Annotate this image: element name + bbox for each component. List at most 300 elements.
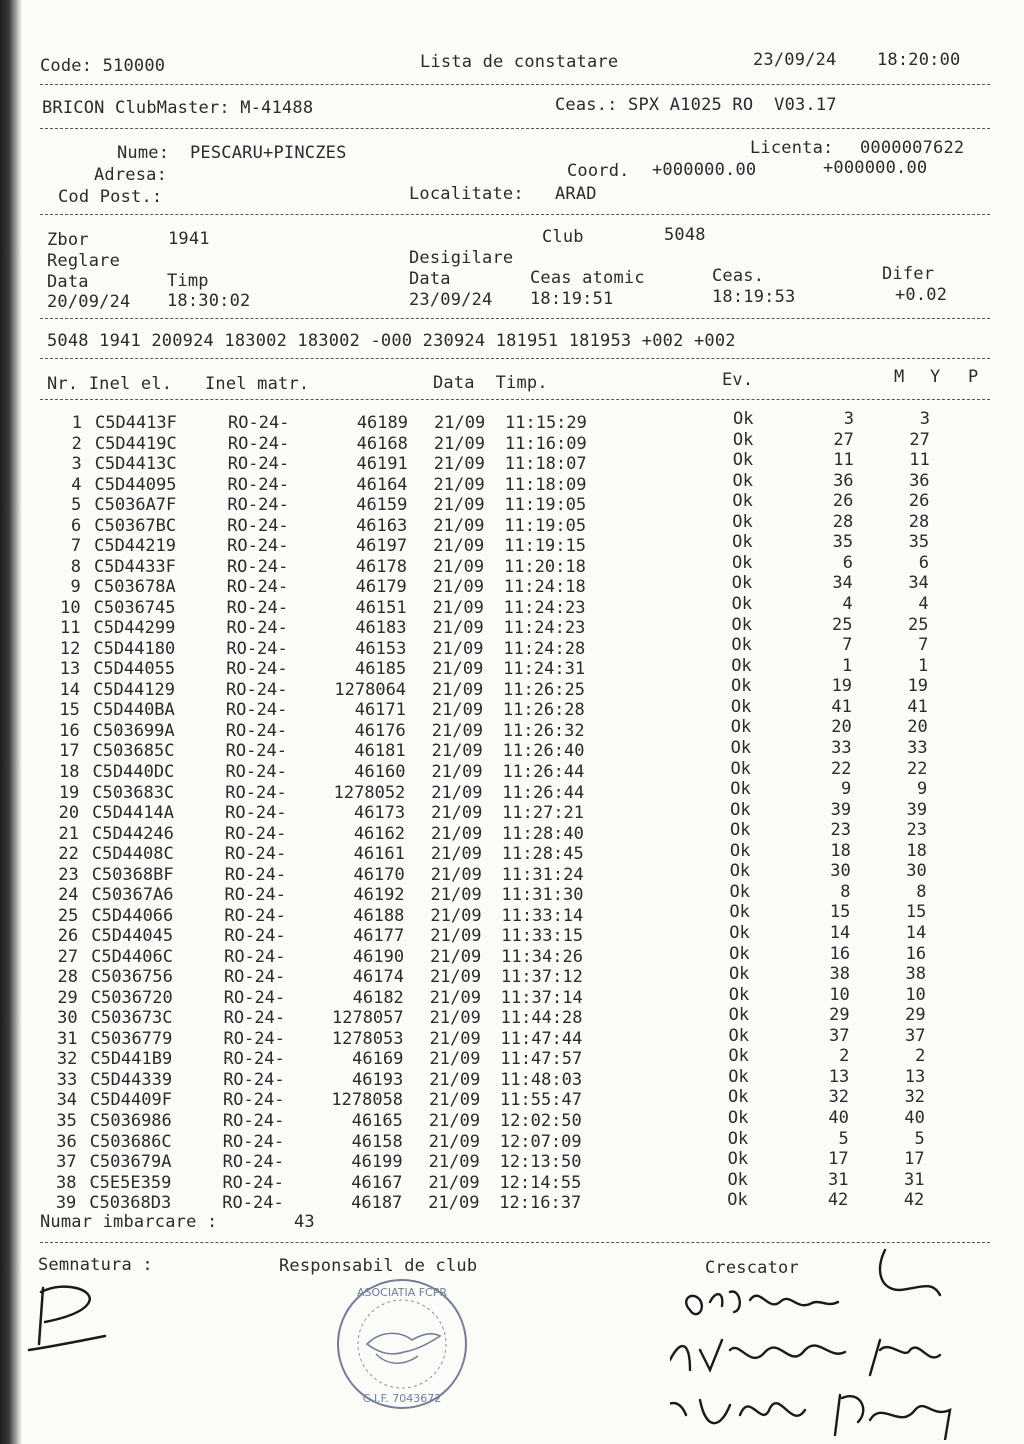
row-inel-matr: 46170: [353, 864, 405, 885]
row-date: 21/09: [429, 967, 482, 988]
row-prefix: RO-24-: [225, 741, 288, 762]
row-ev: Ok: [731, 594, 753, 615]
row-y: 40: [904, 1108, 925, 1129]
clock-info: Ceas.: SPX A1025 RO V03.17: [555, 95, 837, 115]
row-inel-matr: 46183: [355, 618, 407, 639]
ceas-label: Ceas.: [712, 266, 765, 286]
reglare-label: Reglare: [47, 251, 121, 271]
row-prefix: RO-24-: [227, 536, 289, 557]
row-date: 21/09: [432, 679, 484, 700]
row-date: 21/09: [429, 1090, 481, 1111]
code-label: Code: 510000: [40, 56, 166, 76]
row-inel-el: C5D4414A: [92, 803, 175, 824]
row-nr: 27: [57, 946, 79, 967]
row-time: 11:33:15: [501, 926, 584, 947]
row-inel-el: C5036745: [93, 597, 176, 618]
row-inel-el: C503686C: [89, 1131, 172, 1152]
row-m: 18: [830, 840, 851, 861]
row-nr: 8: [70, 556, 81, 577]
row-m: 34: [832, 573, 853, 594]
row-nr: 18: [58, 762, 80, 783]
row-inel-matr: 1278058: [331, 1090, 404, 1111]
row-inel-matr: 46199: [351, 1152, 403, 1173]
row-y: 2: [915, 1046, 926, 1067]
row-time: 11:15:29: [505, 413, 587, 433]
row-time: 11:31:30: [501, 885, 584, 906]
row-y: 7: [918, 635, 929, 656]
row-inel-matr: 46177: [353, 926, 405, 947]
table-row: [0, 984, 1000, 1009]
row-y: 10: [905, 984, 926, 1005]
row-m: 17: [828, 1149, 849, 1170]
row-time: 12:07:09: [499, 1131, 582, 1152]
row-y: 42: [903, 1190, 925, 1211]
row-prefix: RO-24-: [224, 864, 287, 885]
row-y: 25: [908, 614, 929, 635]
row-date: 21/09: [431, 803, 483, 824]
row-ev: Ok: [730, 737, 752, 758]
row-prefix: RO-24-: [223, 967, 286, 988]
table-row: [0, 1025, 1000, 1050]
row-prefix: RO-24-: [226, 659, 288, 680]
row-prefix: RO-24-: [222, 1152, 285, 1173]
row-y: 9: [917, 779, 928, 800]
locality-label: Localitate:: [409, 184, 524, 204]
row-date: 21/09: [430, 864, 482, 885]
row-m: 14: [829, 923, 851, 943]
row-m: 5: [838, 1128, 849, 1149]
row-inel-matr: 46171: [354, 700, 406, 721]
row-nr: 2: [71, 433, 82, 454]
ceas-atomic-label: Ceas atomic: [530, 268, 645, 288]
row-ev: Ok: [729, 881, 751, 902]
row-ev: Ok: [729, 943, 750, 964]
row-prefix: RO-24-: [225, 823, 287, 844]
row-nr: 28: [57, 967, 78, 988]
row-ev: Ok: [727, 1128, 749, 1149]
row-y: 4: [918, 594, 929, 615]
row-inel-el: C5D44095: [94, 474, 177, 495]
row-y: 35: [908, 532, 930, 553]
table-row: [0, 1066, 1000, 1092]
row-nr: 31: [57, 1028, 78, 1049]
row-date: 21/09: [430, 905, 482, 926]
row-m: 23: [830, 820, 851, 841]
row-inel-el: C50367A6: [91, 885, 174, 906]
row-prefix: RO-24-: [226, 597, 289, 618]
row-y: 39: [906, 799, 928, 820]
row-prefix: RO-24-: [222, 1172, 284, 1193]
row-ev: Ok: [731, 635, 752, 656]
row-date: 21/09: [433, 495, 485, 516]
row-y: 36: [909, 470, 930, 491]
coord-label: Coord.: [567, 161, 630, 181]
row-inel-matr: 46167: [351, 1172, 403, 1193]
row-m: 11: [833, 450, 854, 471]
row-prefix: RO-24-: [224, 885, 286, 906]
row-date: 21/09: [430, 946, 482, 967]
reglare-date: 20/09/24: [47, 292, 131, 312]
row-time: 11:20:18: [503, 556, 586, 577]
row-nr: 14: [59, 679, 81, 700]
postcode-label: Cod Post.:: [58, 187, 163, 207]
row-time: 11:18:09: [504, 474, 587, 495]
row-time: 11:27:21: [502, 803, 585, 824]
row-date: 21/09: [431, 782, 483, 803]
row-ev: Ok: [732, 491, 753, 512]
row-nr: 17: [59, 741, 80, 762]
row-m: 8: [840, 881, 851, 902]
coord-lon: +000000.00: [823, 158, 928, 178]
signature-label: Semnatura :: [38, 1255, 153, 1275]
row-date: 21/09: [431, 700, 484, 721]
table-row: [0, 1169, 1000, 1194]
row-prefix: RO-24-: [227, 454, 290, 475]
row-date: 21/09: [432, 618, 484, 639]
row-inel-matr: 46193: [352, 1069, 404, 1090]
document-title: Lista de constatare: [420, 52, 619, 72]
row-date: 21/09: [431, 762, 483, 783]
row-nr: 29: [57, 987, 78, 1008]
row-y: 37: [905, 1025, 926, 1046]
print-time: 18:20:00: [877, 50, 961, 70]
row-time: 11:28:40: [502, 823, 584, 844]
row-prefix: RO-24-: [226, 679, 288, 700]
row-inel-el: C5D440DC: [92, 762, 175, 783]
row-time: 11:48:03: [500, 1069, 583, 1090]
row-inel-matr: 46160: [354, 762, 406, 783]
row-prefix: RO-24-: [226, 618, 288, 639]
row-ev: Ok: [728, 1087, 749, 1108]
row-inel-matr: 46182: [352, 987, 404, 1008]
row-date: 21/09: [433, 515, 485, 536]
row-m: 19: [831, 676, 853, 697]
row-prefix: RO-24-: [225, 700, 288, 721]
row-m: 22: [830, 758, 852, 779]
row-ev: Ok: [730, 779, 751, 800]
desigilare-label: Desigilare: [409, 248, 514, 268]
row-m: 7: [842, 635, 853, 656]
row-prefix: RO-24-: [222, 1193, 284, 1214]
row-nr: 25: [57, 905, 79, 926]
row-time: 11:37:14: [500, 987, 583, 1008]
row-ev: Ok: [731, 614, 752, 635]
row-inel-matr: 46189: [356, 413, 408, 433]
row-m: 20: [831, 717, 852, 738]
row-m: 35: [832, 532, 854, 553]
license-number: 0000007622: [860, 138, 965, 158]
row-nr: 21: [58, 823, 79, 844]
row-nr: 33: [56, 1069, 78, 1090]
row-inel-matr: 46153: [355, 638, 407, 659]
row-inel-el: C5D4419C: [94, 433, 177, 454]
row-m: 9: [841, 779, 852, 800]
row-ev: Ok: [730, 820, 751, 841]
row-date: 21/09: [431, 823, 483, 844]
row-nr: 39: [55, 1193, 77, 1214]
row-time: 11:44:28: [500, 1008, 583, 1029]
row-prefix: RO-24-: [223, 1069, 285, 1090]
row-nr: 22: [58, 844, 79, 865]
row-ev: Ok: [728, 984, 750, 1005]
row-inel-matr: 46159: [356, 495, 408, 516]
row-ev: Ok: [731, 573, 753, 594]
row-time: 12:14:55: [499, 1172, 582, 1193]
row-ev: Ok: [727, 1190, 748, 1211]
row-inel-matr: 46162: [353, 823, 405, 844]
name-label: Nume:: [117, 143, 170, 163]
row-m: 41: [831, 696, 852, 717]
row-m: 13: [828, 1066, 850, 1087]
row-m: 28: [832, 511, 854, 532]
row-time: 11:19:05: [504, 515, 587, 536]
row-inel-matr: 46187: [351, 1193, 403, 1214]
row-y: 3: [919, 409, 930, 429]
row-y: 33: [907, 737, 928, 758]
row-m: 29: [829, 1005, 850, 1026]
row-y: 31: [903, 1169, 925, 1190]
row-inel-el: C5D44055: [93, 659, 176, 680]
table-row: [0, 964, 1000, 989]
stamp-top-text: ASOCIATIA FCPR: [356, 1286, 448, 1299]
row-y: 11: [909, 450, 930, 471]
row-inel-el: C5D440BA: [92, 700, 175, 721]
row-nr: 15: [59, 700, 80, 721]
club-number: 5048: [664, 225, 706, 245]
signature-breeders: [670, 1240, 970, 1440]
row-date: 21/09: [433, 454, 485, 475]
row-nr: 9: [70, 577, 81, 598]
row-inel-matr: 46181: [354, 741, 406, 762]
row-date: 21/09: [432, 659, 484, 680]
zbor-label: Zbor: [47, 230, 89, 250]
row-inel-el: C5036986: [89, 1111, 172, 1132]
row-y: 20: [907, 717, 928, 738]
row-inel-el: C50368BF: [91, 864, 174, 885]
row-y: 14: [905, 923, 927, 943]
row-time: 12:02:50: [499, 1111, 582, 1132]
row-m: 37: [829, 1025, 850, 1046]
row-prefix: RO-24-: [222, 1131, 285, 1152]
separator: [40, 128, 990, 129]
row-date: 21/09: [432, 638, 484, 659]
separator: [40, 399, 990, 400]
row-date: 21/09: [433, 536, 485, 557]
row-prefix: RO-24-: [223, 987, 286, 1008]
row-m: 42: [827, 1190, 849, 1211]
row-time: 11:18:07: [504, 454, 587, 475]
row-m: 39: [830, 799, 852, 820]
separator: [40, 214, 990, 215]
row-inel-el: C5D44339: [90, 1069, 173, 1090]
row-ev: Ok: [729, 902, 750, 923]
row-ev: Ok: [727, 1149, 749, 1170]
table-row: [0, 1128, 1000, 1153]
row-y: 17: [904, 1149, 925, 1170]
row-time: 12:16:37: [499, 1193, 582, 1214]
row-prefix: RO-24-: [225, 762, 287, 783]
row-time: 11:37:12: [500, 967, 583, 988]
row-prefix: RO-24-: [227, 474, 289, 495]
row-prefix: RO-24-: [227, 495, 289, 516]
col-p: P: [968, 367, 979, 387]
row-y: 22: [906, 758, 928, 779]
stamp-bottom-text: C.I.F. 7043672: [362, 1392, 442, 1405]
coord-lat: +000000.00: [652, 160, 757, 180]
owner-name: PESCARU+PINCZES: [190, 143, 347, 163]
row-date: 21/09: [429, 1069, 481, 1090]
row-nr: 34: [56, 1090, 78, 1111]
row-inel-matr: 46151: [355, 597, 407, 618]
row-inel-matr: 46191: [356, 454, 408, 475]
row-date: 21/09: [429, 1008, 481, 1029]
row-inel-matr: 46163: [356, 515, 408, 536]
row-inel-el: C5D4409F: [90, 1090, 172, 1111]
row-inel-matr: 46168: [356, 433, 408, 454]
atomic-time: 18:19:51: [530, 289, 614, 309]
row-inel-matr: 1278052: [333, 782, 406, 803]
row-inel-matr: 1278053: [331, 1028, 404, 1049]
row-time: 11:26:32: [502, 720, 585, 741]
embark-label: Numar imbarcare :: [40, 1212, 218, 1232]
row-date: 21/09: [434, 413, 486, 433]
row-prefix: RO-24-: [223, 1008, 286, 1029]
row-prefix: RO-24-: [228, 413, 290, 433]
row-m: 2: [839, 1046, 850, 1067]
row-date: 21/09: [430, 885, 482, 906]
row-y: 28: [908, 511, 930, 532]
separator: [40, 358, 990, 359]
row-m: 10: [829, 984, 850, 1005]
col-data-timp: Data Timp.: [433, 373, 548, 393]
row-time: 11:33:14: [501, 905, 584, 926]
row-m: 32: [828, 1087, 850, 1108]
row-ev: Ok: [731, 655, 752, 676]
row-ev: Ok: [732, 450, 754, 471]
row-y: 19: [907, 676, 929, 697]
row-inel-el: C5036779: [90, 1028, 173, 1049]
row-time: 11:16:09: [504, 433, 587, 454]
col-ev: Ev.: [722, 370, 754, 390]
row-nr: 7: [70, 536, 82, 557]
row-ev: Ok: [732, 511, 753, 532]
row-time: 11:26:44: [502, 782, 585, 803]
row-inel-el: C5E5E359: [89, 1172, 172, 1193]
row-nr: 13: [59, 659, 81, 680]
row-date: 21/09: [432, 556, 485, 577]
row-inel-el: C50367BC: [94, 515, 177, 536]
row-y: 18: [906, 840, 927, 861]
row-inel-matr: 46192: [353, 885, 405, 906]
row-nr: 4: [71, 474, 82, 495]
row-inel-matr: 1278057: [331, 1008, 404, 1029]
row-inel-el: C5D4413F: [95, 413, 177, 433]
row-time: 12:13:50: [499, 1152, 582, 1173]
data2-label: Data: [409, 269, 451, 289]
table-row: [0, 1149, 1000, 1174]
separator: [40, 318, 990, 319]
row-inel-matr: 46176: [354, 720, 406, 741]
row-y: 5: [914, 1128, 925, 1149]
reglare-time: 18:30:02: [167, 291, 251, 311]
row-prefix: RO-24-: [224, 905, 286, 926]
row-ev: Ok: [731, 676, 752, 697]
row-prefix: RO-24-: [226, 577, 289, 598]
row-y: 38: [905, 964, 926, 985]
row-inel-matr: 46169: [352, 1049, 404, 1070]
row-time: 11:24:28: [503, 638, 586, 659]
row-ev: Ok: [730, 696, 752, 717]
row-inel-el: C503699A: [92, 720, 175, 741]
row-nr: 3: [71, 454, 82, 475]
row-prefix: RO-24-: [226, 556, 289, 577]
row-prefix: RO-24-: [225, 803, 287, 824]
signature-club: [25, 1280, 125, 1360]
row-date: 21/09: [429, 1028, 481, 1049]
row-y: 16: [905, 943, 927, 964]
row-date: 21/09: [428, 1111, 481, 1132]
club-responsible-label: Responsabil de club: [279, 1256, 478, 1276]
row-time: 11:47:57: [500, 1049, 583, 1070]
row-time: 11:28:45: [501, 844, 584, 865]
row-y: 26: [908, 491, 930, 512]
row-prefix: RO-24-: [226, 638, 288, 659]
row-prefix: RO-24-: [225, 782, 287, 803]
row-inel-el: C503679A: [89, 1152, 172, 1173]
row-time: 11:19:15: [504, 536, 586, 557]
row-inel-el: C5036756: [90, 967, 173, 988]
row-time: 11:26:25: [503, 679, 585, 700]
row-nr: 37: [56, 1152, 77, 1173]
row-ev: Ok: [732, 532, 753, 553]
row-nr: 26: [57, 926, 79, 947]
row-y: 6: [918, 552, 929, 573]
row-nr: 16: [59, 720, 80, 741]
row-m: 30: [830, 861, 851, 882]
row-m: 16: [829, 943, 851, 964]
row-inel-el: C5036720: [90, 987, 173, 1008]
row-date: 21/09: [430, 926, 482, 947]
desigilare-date: 23/09/24: [409, 290, 493, 310]
row-date: 21/09: [429, 1049, 481, 1070]
row-nr: 23: [58, 864, 79, 885]
row-prefix: RO-24-: [227, 515, 289, 536]
row-inel-matr: 46190: [352, 946, 405, 967]
row-prefix: RO-24-: [224, 844, 287, 865]
row-ev: Ok: [730, 758, 751, 779]
row-m: 33: [831, 737, 852, 758]
row-ev: Ok: [727, 1169, 748, 1190]
row-nr: 24: [58, 885, 79, 906]
summary-line: 5048 1941 200924 183002 183002 -000 230924 181951 181953 +002 +002: [47, 331, 736, 351]
row-inel-matr: 46158: [351, 1131, 403, 1152]
row-time: 11:26:40: [502, 741, 585, 762]
row-ev: Ok: [728, 1066, 749, 1087]
row-inel-el: C5D44129: [93, 679, 175, 700]
row-ev: Ok: [728, 1046, 749, 1067]
row-ev: Ok: [732, 429, 754, 450]
row-nr: 19: [58, 782, 80, 803]
clock-time: 18:19:53: [712, 287, 796, 307]
row-inel-matr: 46173: [353, 803, 406, 824]
row-date: 21/09: [432, 577, 484, 598]
row-inel-el: C5D4413C: [94, 454, 177, 475]
row-time: 11:24:18: [503, 577, 586, 598]
separator: [40, 84, 990, 85]
row-date: 21/09: [428, 1193, 480, 1214]
row-ev: Ok: [730, 799, 751, 820]
row-inel-el: C5D44246: [92, 823, 174, 844]
